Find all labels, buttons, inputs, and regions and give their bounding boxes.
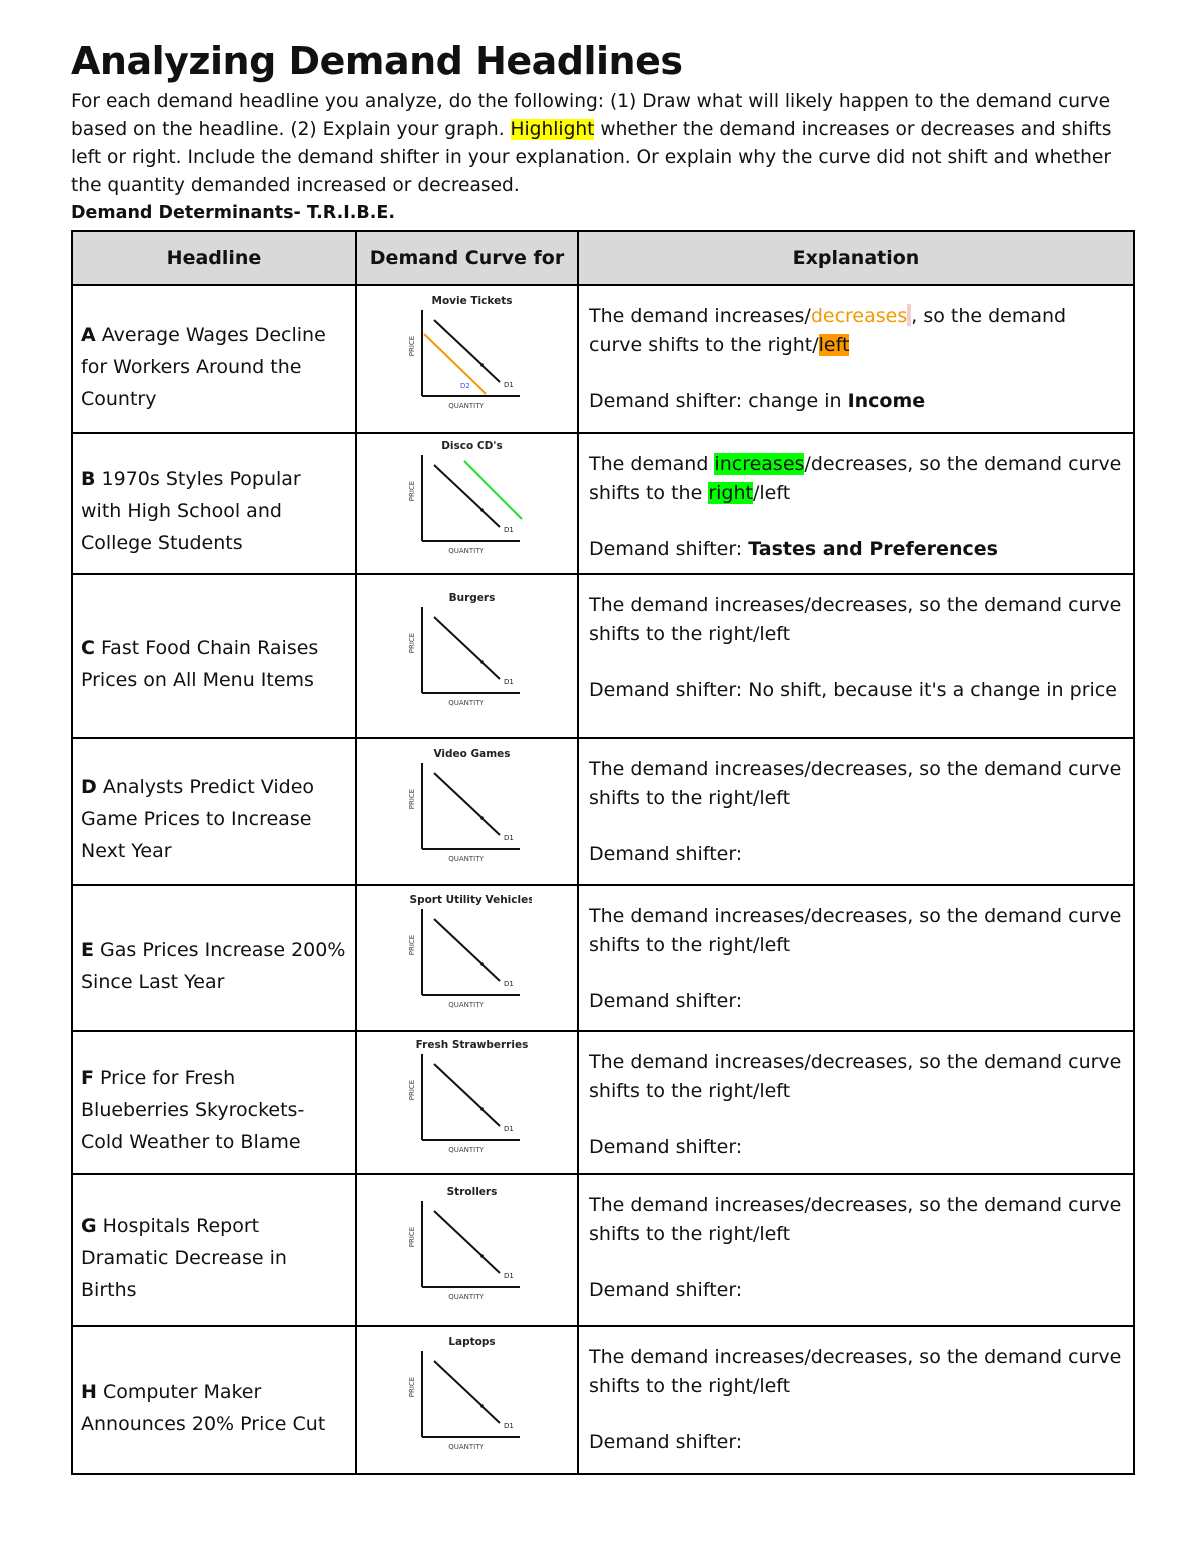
explanation-cell <box>578 1174 1134 1326</box>
word-decreases-selected: decreases <box>810 305 908 327</box>
shifter-value: Tastes and Preferences <box>748 538 998 560</box>
table-row <box>72 1174 1134 1326</box>
demand-graph-strollers[interactable] <box>402 1183 532 1307</box>
explanation-cell <box>578 433 1134 574</box>
headline-cell <box>72 285 356 433</box>
graph-title: Strollers <box>446 1186 498 1198</box>
demand-graph-sport-utility-vehicles[interactable] <box>402 891 532 1015</box>
headline-text: Price for Fresh Blueberries Skyrockets- Cold Weather to Blame <box>81 1067 305 1153</box>
explanation-cell <box>578 738 1134 885</box>
headline-text: 1970s Styles Popular with High School and College Students <box>81 468 301 554</box>
curve-label-d1: D1 <box>504 525 514 534</box>
curve-point <box>480 1107 484 1111</box>
demand-curve-d1 <box>434 617 500 679</box>
text-fragment: , so the demand curve shifts to the <box>589 453 1122 504</box>
x-axis-label: QUANTITY <box>448 1443 484 1451</box>
graph-title: Burgers <box>448 592 496 604</box>
shifter-label: Demand shifter: <box>589 538 749 560</box>
headline-text: Average Wages Decline for Workers Around the Country <box>81 323 326 410</box>
text-fragment: / <box>804 305 811 327</box>
demand-graph-disco-cds[interactable] <box>402 437 532 561</box>
demand-curve-d1 <box>434 1361 500 1423</box>
explanation-sentence: The demand increases/decreases, so the demand curve shifts to the right/left <box>589 1051 1122 1102</box>
curve-point <box>480 962 484 966</box>
x-axis-label: QUANTITY <box>448 854 484 863</box>
graph-title: Sport Utility Vehicles <box>409 894 532 906</box>
demand-graph-video-games[interactable] <box>402 745 532 869</box>
header-headline: Headline <box>72 231 356 285</box>
graph-title: Movie Tickets <box>431 295 513 307</box>
explanation-sentence: The demand increases/decreases, so the demand curve shifts to the right/left <box>589 594 1122 645</box>
x-axis-label: QUANTITY <box>448 699 484 707</box>
demand-graph-movie-tickets[interactable] <box>402 292 532 416</box>
instructions <box>71 88 1133 200</box>
headline-cell <box>72 885 356 1031</box>
instructions-highlight-word: Highlight <box>510 119 595 140</box>
table-row <box>72 1326 1134 1474</box>
headline-letter: C <box>81 636 95 659</box>
word-left-selected: left <box>818 334 850 356</box>
table-row <box>72 1031 1134 1174</box>
y-axis-label: PRICE <box>408 1079 416 1100</box>
x-axis-label: QUANTITY <box>448 1001 484 1009</box>
text-fragment: , so the demand curve shifts to the <box>589 305 1067 356</box>
demand-curve-d1 <box>434 1211 500 1273</box>
graph-cell <box>356 1031 578 1174</box>
demand-shifter: Demand shifter: <box>589 1279 743 1301</box>
explanation-cell <box>578 885 1134 1031</box>
table-row <box>72 574 1134 738</box>
graph-title: Disco CD's <box>441 439 503 452</box>
headline-cell <box>72 1031 356 1174</box>
graph-cell <box>356 1174 578 1326</box>
demand-graph-burgers[interactable] <box>402 589 532 713</box>
curve-label-d1: D1 <box>504 381 514 389</box>
demand-shifter: Demand shifter: <box>589 1431 743 1453</box>
curve-point <box>480 1254 484 1258</box>
header-explanation: Explanation <box>578 231 1134 285</box>
table-row <box>72 738 1134 885</box>
graph-cell <box>356 885 578 1031</box>
y-axis-label: PRICE <box>408 335 416 357</box>
explanation-sentence: The demand increases/decreases, so the demand curve shifts to the right/left <box>589 758 1122 809</box>
instructions-part1: For each demand headline you analyze, do the following: (1) Draw what will likely happen to the demand curve based on the headline. (2) Explain your graph. <box>71 91 1111 140</box>
curve-label-d1: D1 <box>504 1422 514 1430</box>
headline-cell <box>72 574 356 738</box>
determinants-label: Demand Determinants- T.R.I.B.E. <box>71 203 395 223</box>
demand-shifter: Demand shifter: <box>589 990 743 1012</box>
demand-shifter: Demand shifter: <box>589 1136 743 1158</box>
x-axis-label: QUANTITY <box>448 546 484 555</box>
text-fragment: / <box>752 482 760 504</box>
headline-cell <box>72 738 356 885</box>
word-right-selected: right <box>708 482 753 504</box>
demand-curve-d1 <box>434 1064 500 1126</box>
y-axis-label: PRICE <box>408 632 416 654</box>
curve-label-d1: D1 <box>504 1272 514 1280</box>
word-decreases: decreases <box>810 453 908 475</box>
headline-letter: G <box>81 1214 97 1237</box>
headline-cell <box>72 1174 356 1326</box>
curve-label-d1: D1 <box>504 833 514 842</box>
demand-graph-laptops[interactable] <box>402 1333 532 1457</box>
graph-cell <box>356 574 578 738</box>
headline-letter: A <box>81 323 96 346</box>
table-row <box>72 433 1134 574</box>
explanation-cell <box>578 285 1134 433</box>
curve-label-d1: D1 <box>504 1124 514 1133</box>
headline-cell <box>72 1326 356 1474</box>
curve-point <box>480 508 484 512</box>
demand-shifter <box>589 535 1123 564</box>
headlines-table <box>71 230 1135 1475</box>
curve-label-d1: D1 <box>504 678 514 686</box>
explanation-sentence <box>589 450 1123 508</box>
curve-point <box>480 660 484 664</box>
headline-letter: E <box>81 938 94 961</box>
demand-graph-fresh-strawberries[interactable] <box>402 1036 532 1160</box>
demand-curve-shifted <box>464 461 522 519</box>
headline-letter: F <box>81 1067 94 1089</box>
explanation-cell <box>578 1031 1134 1174</box>
graph-cell <box>356 1326 578 1474</box>
graph-cell <box>356 433 578 574</box>
explanation-sentence: The demand increases/decreases, so the demand curve shifts to the right/left <box>589 1346 1122 1397</box>
page-title: Analyzing Demand Headlines <box>71 39 683 83</box>
demand-shifter: Demand shifter: No shift, because it's a change in price <box>589 679 1117 701</box>
header-demand-curve: Demand Curve for <box>356 231 578 285</box>
headline-cell <box>72 433 356 574</box>
y-axis-label: PRICE <box>408 788 416 809</box>
demand-curve-d1 <box>434 465 500 527</box>
curve-label-d2: D2 <box>460 382 470 390</box>
graph-cell <box>356 285 578 433</box>
headline-text: Hospitals Report Dramatic Decrease in Births <box>81 1214 287 1301</box>
table-row <box>72 885 1134 1031</box>
graph-cell <box>356 738 578 885</box>
worksheet-page <box>71 38 1133 1475</box>
table-header-row <box>72 231 1134 285</box>
shifter-text: change in <box>748 390 848 412</box>
explanation-sentence: The demand increases/decreases, so the demand curve shifts to the right/left <box>589 905 1122 956</box>
explanation-sentence: The demand increases/decreases, so the demand curve shifts to the right/left <box>589 1194 1122 1245</box>
y-axis-label: PRICE <box>408 480 416 501</box>
demand-curve-d1 <box>434 320 500 382</box>
instructions-part2: whether the demand increases or decreases and shifts left or right. Include the demand shifter in your explanation. Or explain why the curve did not shift and whether the quantity demanded increased or decreased. <box>71 119 1112 196</box>
demand-shifter <box>589 387 1123 416</box>
curve-point <box>480 1404 484 1408</box>
curve-label-d1: D1 <box>504 980 514 988</box>
headline-letter: H <box>81 1380 97 1403</box>
headline-text: Gas Prices Increase 200% Since Last Year <box>81 938 346 993</box>
demand-shifter: Demand shifter: <box>589 843 743 865</box>
headline-letter: B <box>81 468 96 490</box>
headline-text: Fast Food Chain Raises Prices on All Menu Items <box>81 636 319 691</box>
graph-title: Laptops <box>448 1336 496 1348</box>
text-fragment: The demand <box>589 453 715 475</box>
text-fragment: / <box>804 453 811 475</box>
graph-title: Video Games <box>433 747 511 760</box>
y-axis-label: PRICE <box>408 1376 416 1398</box>
x-axis-label: QUANTITY <box>448 1293 484 1301</box>
demand-curve-shifted <box>424 334 486 394</box>
x-axis-label: QUANTITY <box>448 402 484 410</box>
y-axis-label: PRICE <box>408 934 416 956</box>
word-increases-selected: increases <box>714 453 805 475</box>
table-row <box>72 285 1134 433</box>
headline-text: Analysts Predict Video Game Prices to Increase Next Year <box>81 776 315 862</box>
demand-curve-d1 <box>434 773 500 835</box>
x-axis-label: QUANTITY <box>448 1145 484 1154</box>
curve-point <box>480 816 484 820</box>
headline-letter: D <box>81 776 97 798</box>
word-right: right <box>767 334 813 356</box>
explanation-sentence <box>589 302 1123 360</box>
word-increases: increases <box>714 305 805 327</box>
word-left: left <box>759 482 791 504</box>
explanation-cell <box>578 574 1134 738</box>
demand-curve-d1 <box>434 919 500 981</box>
y-axis-label: PRICE <box>408 1226 416 1248</box>
shifter-value: Income <box>847 390 926 412</box>
graph-title: Fresh Strawberries <box>415 1038 529 1051</box>
shifter-label: Demand shifter: <box>589 390 749 412</box>
text-fragment: / <box>812 334 819 356</box>
text-fragment: The demand <box>589 305 715 327</box>
explanation-cell <box>578 1326 1134 1474</box>
curve-point <box>480 363 484 367</box>
headline-text: Computer Maker Announces 20% Price Cut <box>81 1380 326 1435</box>
